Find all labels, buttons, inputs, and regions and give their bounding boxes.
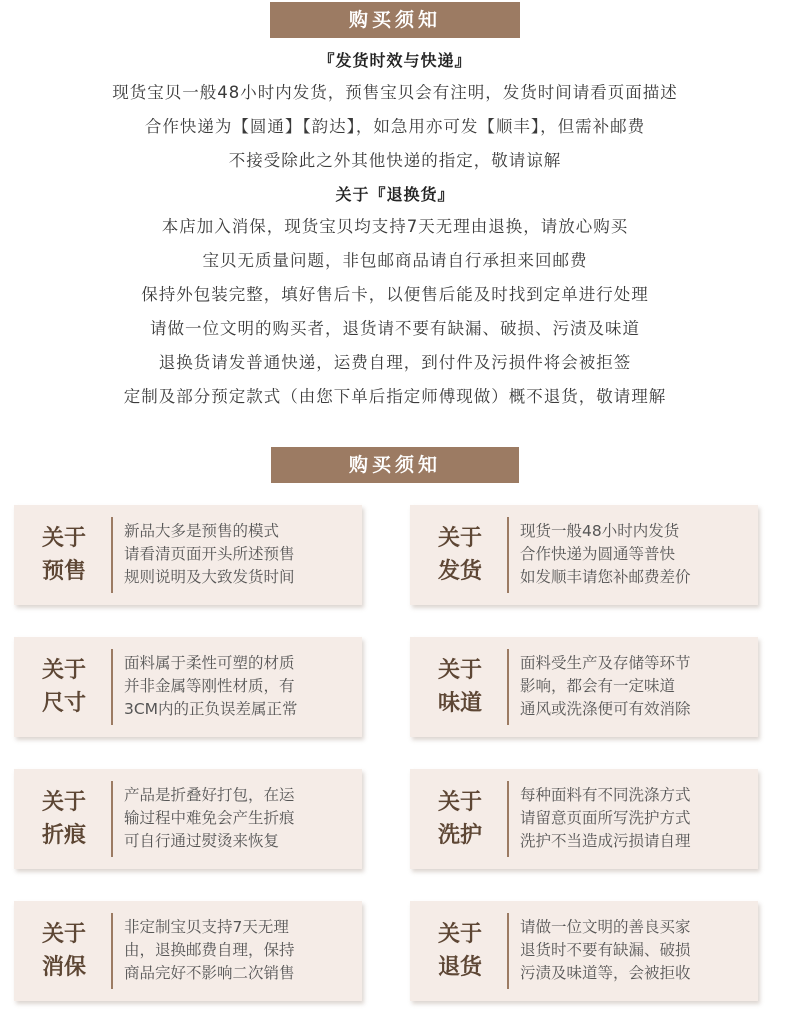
returns-line: 保持外包装完整，填好售后卡，以便售后能及时找到定单进行处理 — [141, 285, 649, 304]
card-tag: 关于 尺寸 — [41, 657, 86, 716]
card-divider — [111, 781, 113, 857]
shipping-line: 不接受除此之外其他快递的指定，敬请谅解 — [228, 151, 562, 170]
card-divider — [111, 517, 113, 593]
card-divider — [507, 649, 509, 725]
card-tag: 关于 味道 — [437, 657, 482, 716]
returns-line: 宝贝无质量问题，非包邮商品请自行承担来回邮费 — [202, 251, 588, 270]
card-divider — [507, 913, 509, 989]
card-divider — [507, 517, 509, 593]
info-card-crease — [14, 769, 362, 869]
card-body: 面料受生产及存储等环节 影响，都会有一定味道 通风或洗涤便可有效消除 — [520, 654, 691, 718]
card-tag: 关于 洗护 — [437, 789, 482, 848]
returns-line: 退换货请发普通快递，运费自理，到付件及污损件将会被拒签 — [158, 353, 632, 372]
section-banner-top: 购买须知 — [270, 2, 520, 38]
card-body: 请做一位文明的善良买家 退货时不要有缺漏、破损 污渍及味道等，会被拒收 — [520, 918, 691, 982]
shipping-heading: 『发货时效与快递』 — [318, 51, 472, 70]
card-body: 新品大多是预售的模式 请看清页面开头所述预售 规则说明及大致发货时间 — [124, 522, 295, 586]
card-body: 面料属于柔性可塑的材质 并非金属等刚性材质，有 3CM内的正负误差属正常 — [124, 654, 298, 718]
card-body: 现货一般48小时内发货 合作快递为圆通等普快 如发顺丰请您补邮费差价 — [520, 522, 691, 586]
returns-line: 本店加入消保，现货宝贝均支持7天无理由退换，请放心购买 — [161, 217, 629, 236]
card-tag: 关于 消保 — [41, 921, 86, 980]
returns-line: 定制及部分预定款式（由您下单后指定师傅现做）概不退货，敬请理解 — [123, 387, 667, 406]
card-tag: 关于 预售 — [41, 525, 86, 584]
returns-line: 请做一位文明的购买者，退货请不要有缺漏、破损、污渍及味道 — [150, 319, 640, 338]
info-card-smell — [410, 637, 758, 737]
shipping-line: 现货宝贝一般48小时内发货，预售宝贝会有注明，发货时间请看页面描述 — [112, 83, 678, 102]
shipping-line: 合作快递为【圆通】【韵达】，如急用亦可发【顺丰】，但需补邮费 — [144, 117, 646, 136]
card-divider — [111, 649, 113, 725]
card-body: 产品是折叠好打包，在运 输过程中难免会产生折痕 可自行通过熨烫来恢复 — [124, 786, 295, 850]
info-card-care — [410, 769, 758, 869]
shipping-section — [0, 46, 790, 178]
info-card-shipping — [410, 505, 758, 605]
card-divider — [507, 781, 509, 857]
card-body: 每种面料有不同洗涤方式 请留意页面所写洗护方式 洗护不当造成污损请自理 — [520, 786, 691, 850]
returns-heading: 关于『退换货』 — [335, 185, 455, 204]
info-card-consumer-protection — [14, 901, 362, 1001]
returns-section — [0, 180, 790, 414]
info-card-presale — [14, 505, 362, 605]
card-tag: 关于 退货 — [437, 921, 482, 980]
info-card-return — [410, 901, 758, 1001]
section-banner-bottom: 购买须知 — [271, 447, 519, 483]
info-card-size — [14, 637, 362, 737]
card-divider — [111, 913, 113, 989]
card-tag: 关于 发货 — [437, 525, 482, 584]
card-tag: 关于 折痕 — [41, 789, 86, 848]
card-body: 非定制宝贝支持7天无理 由，退换邮费自理，保持 商品完好不影响二次销售 — [124, 918, 295, 982]
